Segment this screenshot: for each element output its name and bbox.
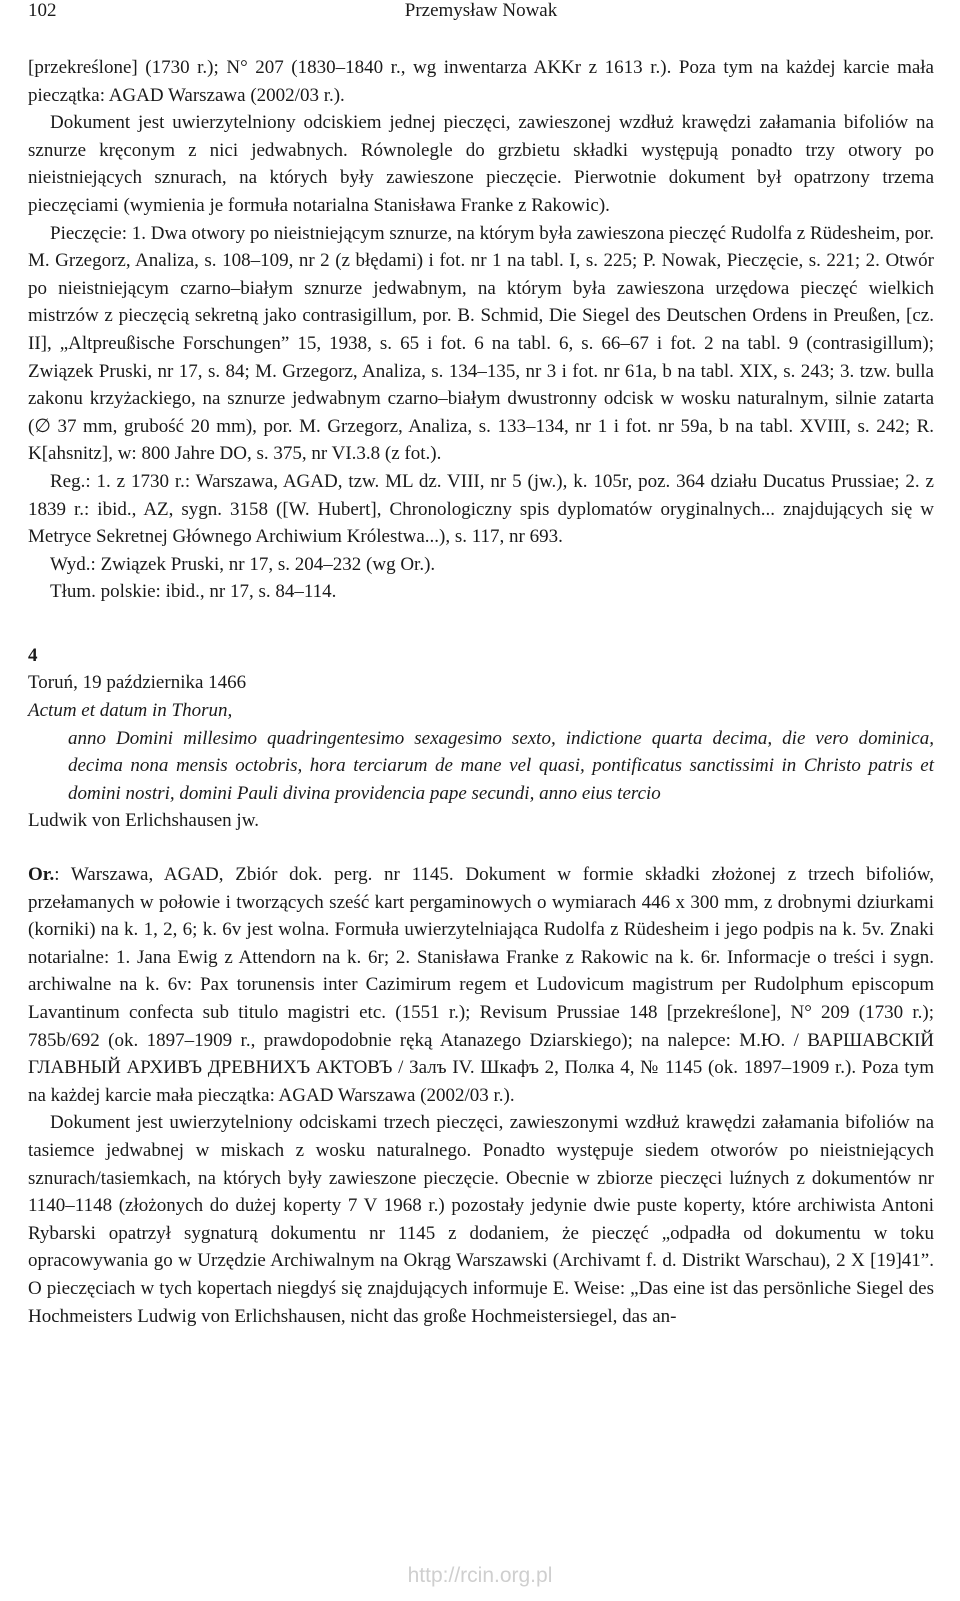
spacer (28, 835, 934, 861)
paragraph-editions: Wyd.: Związek Pruski, nr 17, s. 204–232 (wg Or.). (50, 553, 436, 575)
running-head-author: Przemysław Nowak (404, 0, 558, 21)
spacer (28, 606, 934, 642)
paragraph-continuation: [przekreślone] (1730 r.); N° 207 (1830–1840 r., wg inwentarza AKKr z 1613 r.). Poza tym na każdej karcie mała pieczątka: AGAD Warszawa (2002/03 r.). (28, 57, 934, 106)
document-place-date: Toruń, 19 października 1466 (28, 672, 247, 694)
paragraph-seal-description: Dokument jest uwierzytelniony odciskami trzech pieczęci, zawieszonymi wzdłuż krawędzi załamania bifoliów na tasiemce jedwabnej w miskach z wosku naturalnego. Ponadto występuje siedem otworów po nieistniejących sznurach/tasiemkach, na których były zawieszone pieczęcie. Obecnie w zbiorze pieczęci luźnych z dokumentów nr 1140–1148 (złożonych do dużej koperty 7 V 1968 r.) pozostały jedynie dwie puste koperty, które archiwista Antoni Rybarski opatrzył sygnaturą dokumentu nr 1145 z dodaniem, że pieczęć „odpadła od dokumentu w toku opracowywania go w Urzędzie Archiwalnym na Okrąg Warszawski (Archivamt f. d. Distrikt Warschau), 2 X [19]41”. O pieczęciach w tych kopertach niegdyś się znajdujących informuje E. Weise: „Das eine ist das persönliche Siegel des Hochmeisters Ludwig von Erlichshausen, nicht das große Hochmeistersiegel, das an- (28, 1112, 934, 1327)
footer-url: http://rcin.org.pl (407, 1564, 553, 1587)
document-issuer: Ludwik von Erlichshausen jw. (28, 810, 259, 832)
document-actum: Actum et datum in Thorun, (28, 700, 233, 722)
page-body (28, 54, 934, 1330)
paragraph-translation: Tłum. polskie: ibid., nr 17, s. 84–114. (50, 581, 337, 603)
document-number: 4 (28, 644, 38, 666)
document-dating-clause: anno Domini millesimo quadringentesimo sexagesimo sexto, indictione quarta decima, die vero dominica, decima nona mensis octobris, hora terciarum de mane vel quasi, pontificatus sanctissimi in Christo patris et domini nostri, domini Pauli divina providencia pape secundi, anno eius tercio (68, 727, 934, 804)
next-page-button[interactable] (907, 0, 934, 13)
original-text: : Warszawa, AGAD, Zbiór dok. perg. nr 1145. Dokument w formie składki złożonej z trzech bifoliów, przełamanych w połowie i tworzących sześć kart pergaminowych o wymiarach 446 x 300 mm, z drobnymi dziurkami (korniki) na k. 1, 2, 6; k. 6v jest wolna. Formuła uwierzytelniająca Rudolfa z Rüdesheim i jego podpis na k. 5v. Znaki notarialne: 1. Jana Ewig z Attendorn na k. 6r; 2. Stanisława Franke z Rakowic na k. 6r. Informacje o treści i sygn. archiwalne na k. 6v: Pax torunensis inter Cazimirum regem et Ludovicum magistrum per Rudolphum episcopum Lavantinum confecta sub titulo magistri etc. (1551 r.); Revisum Prussiae 148 [przekreślone], N° 209 (1730 r.); 785b/692 (ok. 1897–1909 r., prawdopodobnie ręką Atanazego Dziarskiego); na nalepce: М.Ю. / ВАРШАВСКІЙ ГЛАВНЫЙ АРХИВЪ ДРЕВНИХЪ АКТОВЪ / Залъ IV. Шкафъ 2, Полка 4, № 1145 (ok. 1897–1909 r.). Poza tym na każdej karcie mała pieczątka: AGAD Warszawa (2002/03 r.). (28, 864, 934, 1106)
page-header (28, 0, 934, 30)
page-number: 102 (28, 0, 57, 21)
prev-page-button[interactable] (876, 0, 903, 13)
original-label: Or. (28, 864, 55, 886)
paragraph-original-description (28, 861, 934, 1109)
paragraph-seals: Pieczęcie: 1. Dwa otwory po nieistniejącym sznurze, na którym była zawieszona pieczęć Rudolfa z Rüdesheim, por. M. Grzegorz, Analiza, s. 108–109, nr 2 (z błędami) i fot. nr 1 na tabl. I, s. 225; P. Nowak, Pieczęcie, s. 221; 2. Otwór po nieistniejącym czarno–białym sznurze jedwabnym, na którym była zawieszona urzędowa pieczęć wielkich mistrzów z pieczęcią sekretną jako contrasigillum, por. B. Schmid, Die Siegel des Deutschen Ordens in Preußen, [cz. II], „Altpreußische Forschungen” 15, 1938, s. 65 i fot. 6 na tabl. 6, s. 66–67 i fot. 2 na tabl. 9 (contrasigillum); Związek Pruski, nr 17, s. 84; M. Grzegorz, Analiza, s. 134–135, nr 3 i fot. nr 61a, b na tabl. XIX, s. 243; 3. tzw. bulla zakonu krzyżackiego, na sznurze jedwabnym czarno–białym dwustronny odcisk w wosku naturalnym, silnie zatarta (∅ 37 mm, grubość 20 mm), por. M. Grzegorz, Analiza, s. 133–134, nr 1 i fot. nr 59a, b na tabl. XVIII, s. 242; R. K[ahsnitz], w: 800 Jahre DO, s. 375, nr VI.3.8 (z fot.). (28, 222, 934, 465)
paragraph-regesta: Reg.: 1. z 1730 r.: Warszawa, AGAD, tzw. ML dz. VIII, nr 5 (jw.), k. 105r, poz. 364 działu Ducatus Prussiae; 2. z 1839 r.: ibid., AZ, sygn. 3158 ([W. Hubert], Chronologiczny spis dyplomatów oryginalnych... znajdujących się w Metryce Sekretnej Głównego Archiwium Królestwa...), s. 117, nr 693. (28, 470, 934, 548)
paragraph-authentication: Dokument jest uwierzytelniony odciskiem jednej pieczęci, zawieszonej wzdłuż krawędzi załamania bifoliów na sznurze kręconym z nici jedwabnych. Równolegle do grzbietu składki występują ponadto trzy otwory po nieistniejących sznurach, na których były zawieszone pieczęcie. Pierwotnie dokument był opatrzony trzema pieczęciami (wymienia je formuła notarialna Stanisława Franke z Rakowic). (28, 112, 934, 216)
